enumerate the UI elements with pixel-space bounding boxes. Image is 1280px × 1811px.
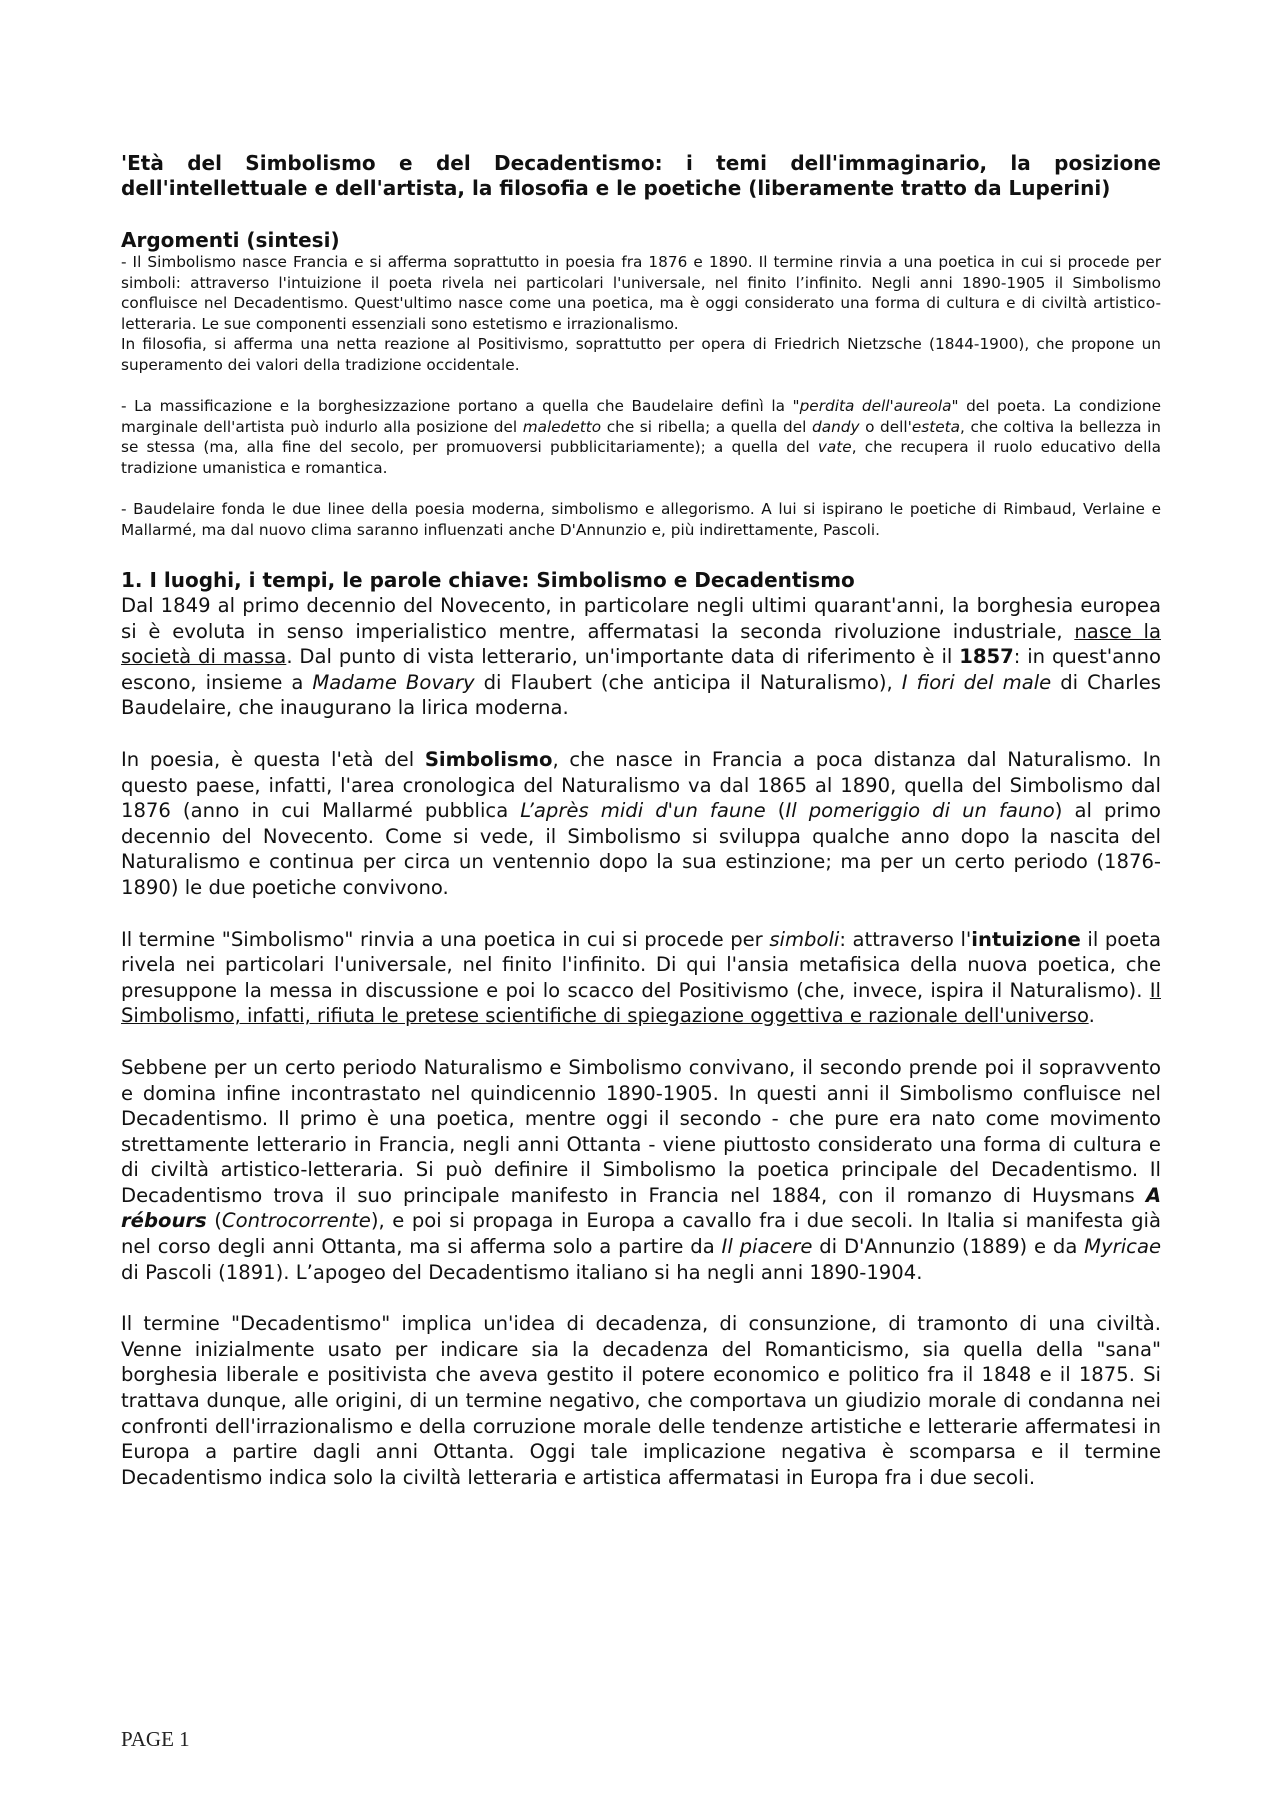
- section-1-paragraph-3: Il termine "Simbolismo" rinvia a una poetica in cui si procede per simboli: attraverso l'intuizione il poeta rivela nei particolari l'universale, nel finito l'infinito. Di qui l'ansia metafisica della nuova poetica, che presuppone la messa in discussione e poi lo scacco del Positivismo (che, invece, ispira il Naturalismo). Il Simbolismo, infatti, rifiuta le pretese scientifiche di spiegazione oggettiva e razionale dell'universo.: [121, 927, 1161, 1028]
- summary-paragraph-1: - Il Simbolismo nasce Francia e si afferma soprattutto in poesia fra 1876 e 1890. Il termine rinvia a una poetica in cui si procede per simboli: attraverso l'intuizione il poeta rivela nei particolari l'universale, nel finito l’infinito. Negli anni 1890-1905 il Simbolismo confluisce nel Decadentismo. Quest'ultimo nasce come una poetica, ma è oggi considerato una forma di cultura e di civiltà artistico-letteraria. Le sue componenti essenziali sono estetismo e irrazionalismo.: [121, 253, 1161, 333]
- summary-paragraph-2: In filosofia, si afferma una netta reazione al Positivismo, soprattutto per opera di Friedrich Nietzsche (1844-1900), che propone un superamento dei valori della tradizione occidentale.: [121, 335, 1161, 374]
- summary-paragraph-3: - La massificazione e la borghesizzazione portano a quella che Baudelaire definì la "perdita dell'aureola" del poeta. La condizione marginale dell'artista può indurlo alla posizione del maledetto che si ribella; a quella del dandy o dell'esteta, che coltiva la bellezza in se stessa (ma, alla fine del secolo, per promuoversi pubblicitariamente); a quella del vate, che recupera il ruolo educativo della tradizione umanistica e romantica.: [121, 397, 1161, 477]
- section-1-heading: 1. I luoghi, i tempi, le parole chiave: Simbolismo e Decadentismo: [121, 568, 855, 592]
- summary-paragraph-4: - Baudelaire fonda le due linee della poesia moderna, simbolismo e allegorismo. A lui si ispirano le poetiche di Rimbaud, Verlaine e Mallarmé, ma dal nuovo clima saranno influenzati anche D'Annunzio e, più indirettamente, Pascoli.: [121, 500, 1161, 539]
- page-content: [121, 151, 1161, 1490]
- summary-heading: Argomenti (sintesi): [121, 228, 340, 252]
- page-number: PAGE 1: [121, 1727, 190, 1751]
- section-1-paragraph-2: In poesia, è questa l'età del Simbolismo, che nasce in Francia a poca distanza dal Naturalismo. In questo paese, infatti, l'area cronologica del Naturalismo va dal 1865 al 1890, quella del Simbolismo dal 1876 (anno in cui Mallarmé pubblica L’après midi d'un faune (Il pomeriggio di un fauno) al primo decennio del Novecento. Come si vede, il Simbolismo si sviluppa qualche anno dopo la nascita del Naturalismo e continua per circa un ventennio dopo la sua estinzione; ma per un certo periodo (1876-1890) le due poetiche convivono.: [121, 747, 1161, 899]
- section-1-paragraph-1: Dal 1849 al primo decennio del Novecento, in particolare negli ultimi quarant'anni, la borghesia europea si è evoluta in senso imperialistico mentre, affermatasi la seconda rivoluzione industriale, nasce la società di massa. Dal punto di vista letterario, un'importante data di riferimento è il 1857: in quest'anno escono, insieme a Madame Bovary di Flaubert (che anticipa il Naturalismo), I fiori del male di Charles Baudelaire, che inaugurano la lirica moderna.: [121, 594, 1162, 720]
- section-1-paragraph-5: Il termine "Decadentismo" implica un'idea di decadenza, di consunzione, di tramonto di una civiltà. Venne inizialmente usato per indicare sia la decadenza del Romanticismo, sia quella della "sana" borghesia liberale e positivista che aveva gestito il potere economico e politico fra il 1848 e il 1875. Si trattava dunque, alle origini, di un termine negativo, che comportava un giudizio morale di condanna nei confronti dell'irrazionalismo e della corruzione morale delle tendenze artistiche e letterarie affermatesi in Europa a partire dagli anni Ottanta. Oggi tale implicazione negativa è scomparsa e il termine Decadentismo indica solo la civiltà letteraria e artistica affermatasi in Europa fra i due secoli.: [121, 1312, 1161, 1489]
- section-1-paragraph-4: Sebbene per un certo periodo Naturalismo e Simbolismo convivano, il secondo prende poi il sopravvento e domina infine incontrastato nel quindicennio 1890-1905. In questi anni il Simbolismo confluisce nel Decadentismo. Il primo è una poetica, mentre oggi il secondo - che pure era nato come movimento strettamente letterario in Francia, negli anni Ottanta - viene piuttosto considerato una forma di cultura e di civiltà artistico-letteraria. Si può definire il Simbolismo la poetica principale del Decadentismo. Il Decadentismo trova il suo principale manifesto in Francia nel 1884, con il romanzo di Huysmans A rébours (Controcorrente), e poi si propaga in Europa a cavallo fra i due secoli. In Italia si manifesta già nel corso degli anni Ottanta, ma si afferma solo a partire da Il piacere di D'Annunzio (1889) e da Myricae di Pascoli (1891). L’apogeo del Decadentismo italiano si ha negli anni 1890-1904.: [121, 1055, 1162, 1284]
- document-title: 'Età del Simbolismo e del Decadentismo: i temi dell'immaginario, la posizione dell'intellettuale e dell'artista, la filosofia e le poetiche (liberamente tratto da Luperini): [121, 151, 1161, 200]
